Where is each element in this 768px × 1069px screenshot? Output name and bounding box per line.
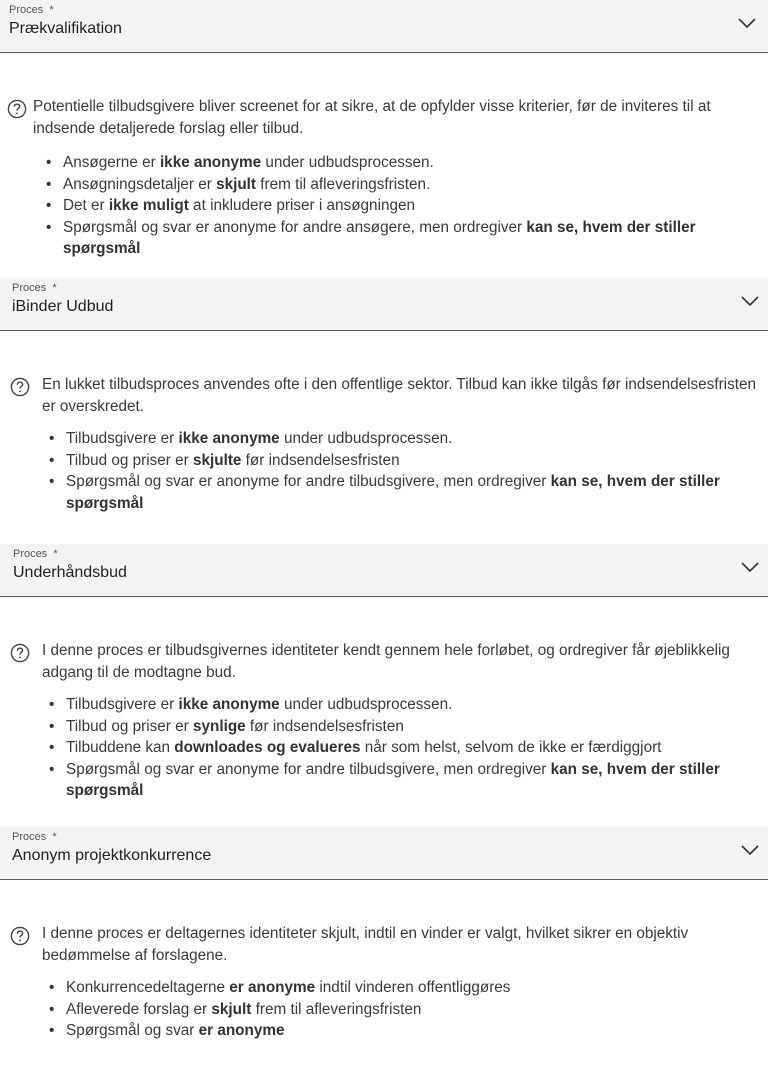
question-circle-icon bbox=[10, 926, 30, 946]
rule-text: under udbudsprocessen. bbox=[279, 696, 453, 713]
question-circle-icon bbox=[10, 377, 30, 397]
process-description: I denne proces er deltagernes identiteter skjult, indtil en vinder er valgt, hvilket sikrer en objektiv bedømmelse af forslagene. bbox=[42, 925, 689, 964]
rule-list-item bbox=[63, 195, 768, 217]
rule-list-item bbox=[66, 471, 768, 514]
rule-text: når som helst, selvom de ikke er færdiggjort bbox=[360, 739, 662, 757]
rule-text: Spørgsmål og svar er anonyme for andre ansøgere, men ordregiver bbox=[63, 218, 527, 236]
rule-list-item bbox=[66, 999, 768, 1021]
process-select[interactable] bbox=[0, 278, 768, 331]
rule-text: Tilbudsgivere er bbox=[66, 696, 179, 713]
process-rules-list bbox=[66, 977, 768, 1042]
process-rules-list bbox=[63, 152, 768, 260]
rule-text: Tilbud og priser er bbox=[66, 717, 193, 735]
rule-emphasis: kan se, hvem der stiller spørgsmål bbox=[63, 218, 696, 258]
chevron-down-icon[interactable] bbox=[740, 843, 760, 857]
rule-text: Spørgsmål og svar bbox=[66, 1022, 199, 1040]
rule-emphasis: ikke anonyme bbox=[159, 154, 262, 171]
rule-list-item bbox=[63, 217, 768, 260]
rule-list-item bbox=[63, 174, 768, 196]
rule-text: før indsendelsesfristen bbox=[245, 717, 404, 735]
process-rules-list bbox=[66, 694, 768, 802]
rule-text: under udbudsprocessen. bbox=[279, 430, 453, 447]
rule-text: Konkurrencedeltagerne bbox=[66, 979, 230, 996]
rule-emphasis: er anonyme bbox=[198, 1022, 285, 1040]
rule-emphasis: skjult bbox=[211, 1000, 252, 1018]
rule-text: frem til afleveringsfristen bbox=[251, 1000, 422, 1018]
rule-list-item bbox=[66, 694, 768, 716]
rule-list-item bbox=[66, 450, 768, 472]
process-select-label: Proces * bbox=[12, 831, 57, 843]
rule-text: Spørgsmål og svar er anonyme for andre tilbudsgivere, men ordregiver bbox=[66, 473, 551, 491]
chevron-down-icon[interactable] bbox=[740, 560, 760, 574]
process-select[interactable] bbox=[0, 827, 768, 880]
rule-emphasis: downloades og evalueres bbox=[174, 739, 361, 757]
chevron-down-icon[interactable] bbox=[740, 294, 760, 308]
process-select-value: Prækvalifikation bbox=[9, 20, 122, 37]
rule-emphasis: ikke anonyme bbox=[178, 696, 280, 713]
rule-text: Afleverede forslag er bbox=[66, 1000, 212, 1018]
process-description: I denne proces er tilbudsgivernes identiteter kendt gennem hele forløbet, og ordregiver får øjeblikkelig adgang til de modtagne bud. bbox=[42, 642, 730, 681]
process-info bbox=[10, 923, 768, 1053]
rule-emphasis: kan se, hvem der stiller spørgsmål bbox=[66, 473, 720, 512]
rule-text: Det er bbox=[63, 197, 109, 215]
process-select-value: Anonym projektkonkurrence bbox=[12, 847, 212, 864]
rule-emphasis: ikke anonyme bbox=[178, 430, 280, 447]
process-select[interactable] bbox=[0, 0, 768, 53]
question-circle-icon bbox=[7, 99, 27, 119]
rule-text: at inkludere priser i ansøgningen bbox=[188, 197, 415, 215]
rule-list-item bbox=[66, 759, 768, 802]
process-info bbox=[10, 640, 768, 810]
process-select-value: iBinder Udbud bbox=[12, 298, 114, 315]
chevron-down-icon[interactable] bbox=[737, 16, 757, 30]
rule-text: Tilbudsgivere er bbox=[66, 430, 179, 447]
rule-emphasis: skjult bbox=[216, 175, 257, 193]
process-description: Potentielle tilbudsgivere bliver screenet for at sikre, at de opfylder visse kriterier, før de inviteres til at indsende detaljerede forslag eller tilbud. bbox=[33, 98, 711, 137]
rule-text: før indsendelsesfristen bbox=[241, 451, 400, 469]
rule-text: Tilbuddene kan bbox=[66, 739, 175, 757]
process-select-label: Proces * bbox=[9, 4, 54, 16]
process-info bbox=[7, 96, 768, 266]
rule-list-item bbox=[66, 737, 768, 759]
rule-text: indtil vinderen offentliggøres bbox=[315, 979, 511, 996]
process-select-value: Underhåndsbud bbox=[13, 564, 127, 581]
rule-emphasis: er anonyme bbox=[229, 979, 316, 996]
rule-emphasis: skjulte bbox=[192, 451, 242, 469]
rule-list-item bbox=[66, 428, 768, 450]
rule-text: frem til afleveringsfristen. bbox=[256, 175, 431, 193]
rule-list-item bbox=[66, 977, 768, 999]
process-rules-list bbox=[66, 428, 768, 514]
rule-text: Tilbud og priser er bbox=[66, 451, 193, 469]
rule-list-item bbox=[66, 1020, 768, 1042]
process-select-label: Proces * bbox=[13, 548, 58, 560]
rule-text: under udbudsprocessen. bbox=[261, 154, 434, 171]
rule-list-item bbox=[63, 152, 768, 174]
process-select[interactable] bbox=[0, 544, 768, 597]
rule-emphasis: ikke muligt bbox=[108, 197, 189, 215]
rule-text: Ansøgerne er bbox=[63, 154, 160, 171]
rule-list-item bbox=[66, 716, 768, 738]
rule-emphasis: synlige bbox=[192, 717, 246, 735]
process-select-label: Proces * bbox=[12, 282, 57, 294]
process-description: En lukket tilbudsproces anvendes ofte i den offentlige sektor. Tilbud kan ikke tilgås før indsendelsesfristen er overskredet. bbox=[42, 376, 756, 415]
rule-text: Spørgsmål og svar er anonyme for andre tilbudsgivere, men ordregiver bbox=[66, 760, 551, 778]
process-info bbox=[10, 374, 768, 514]
rule-text: Ansøgningsdetaljer er bbox=[63, 175, 217, 193]
rule-emphasis: kan se, hvem der stiller spørgsmål bbox=[66, 760, 720, 800]
question-circle-icon bbox=[10, 643, 30, 663]
